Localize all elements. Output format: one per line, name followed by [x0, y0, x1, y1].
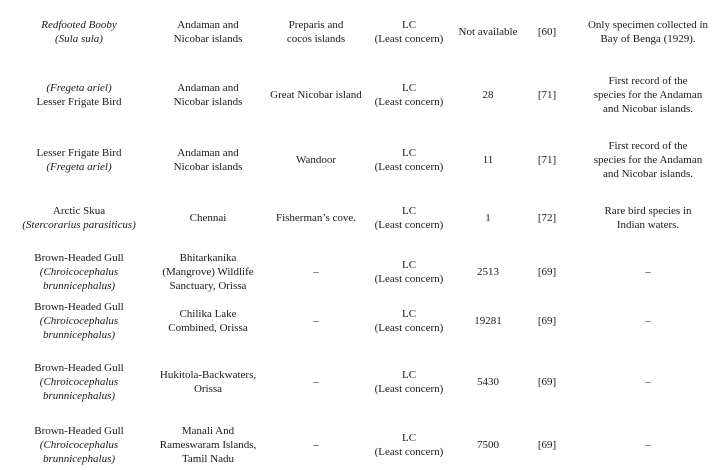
reference-line: [60]	[537, 26, 557, 38]
reference-cell	[518, 420, 576, 470]
region-cell	[152, 420, 264, 470]
reference-line: [72]	[537, 212, 557, 224]
reference-line: [71]	[537, 89, 557, 101]
reference-line: [71]	[537, 154, 557, 166]
note-line: and Nicobar islands.	[602, 168, 694, 180]
site-line: –	[313, 439, 319, 451]
site-line: cocos islands	[286, 33, 346, 45]
site-line: Fisherman’s cove.	[275, 212, 357, 224]
status-line: (Least concern)	[374, 33, 444, 45]
count-cell	[452, 60, 524, 130]
table-row	[0, 298, 720, 344]
species-cell	[8, 420, 150, 470]
count-cell	[452, 298, 524, 344]
status-cell	[366, 130, 452, 190]
species-line: (Sula sula)	[55, 33, 103, 45]
region-line: Chilika Lake	[179, 308, 237, 320]
note-line: –	[645, 376, 651, 388]
status-line: LC	[401, 259, 417, 271]
status-cell	[366, 4, 452, 60]
species-cell	[8, 246, 150, 298]
reference-line: [69]	[537, 266, 557, 278]
species-line: Brown-Headed Gull	[34, 301, 124, 313]
note-cell	[576, 190, 720, 246]
status-line: (Least concern)	[374, 273, 444, 285]
reference-line: [69]	[537, 439, 557, 451]
species-line: (Stercorarius parasiticus)	[22, 219, 136, 231]
site-line: Great Nicobar island	[270, 89, 362, 101]
region-line: Bhitarkanika	[179, 252, 237, 264]
note-cell	[576, 420, 720, 470]
site-line: –	[313, 376, 319, 388]
region-line: Nicobar islands	[173, 161, 243, 173]
region-cell	[152, 4, 264, 60]
status-cell	[366, 344, 452, 420]
count-cell	[452, 190, 524, 246]
species-line: brunnicephalus)	[42, 453, 116, 465]
species-line: (Chroicocephalus	[39, 315, 119, 327]
status-line: LC	[401, 369, 417, 381]
note-line: –	[645, 266, 651, 278]
reference-cell	[518, 60, 576, 130]
status-line: (Least concern)	[374, 446, 444, 458]
species-cell	[8, 60, 150, 130]
status-cell	[366, 246, 452, 298]
site-cell	[264, 4, 368, 60]
status-line: LC	[401, 308, 417, 320]
note-cell	[576, 298, 720, 344]
table-row	[0, 130, 720, 190]
note-cell	[576, 4, 720, 60]
species-line: Arctic Skua	[52, 205, 106, 217]
site-cell	[264, 60, 368, 130]
species-line: Redfooted Booby	[41, 19, 117, 31]
species-line: Brown-Headed Gull	[34, 362, 124, 374]
region-cell	[152, 130, 264, 190]
site-cell	[264, 344, 368, 420]
species-line: Lesser Frigate Bird	[36, 96, 122, 108]
reference-cell	[518, 298, 576, 344]
note-line: Indian waters.	[616, 219, 680, 231]
table-row	[0, 344, 720, 420]
species-cell	[8, 4, 150, 60]
region-cell	[152, 190, 264, 246]
table-row	[0, 190, 720, 246]
region-line: Combined, Orissa	[168, 322, 248, 334]
region-line: Chennai	[189, 212, 227, 224]
status-line: (Least concern)	[374, 383, 444, 395]
table-row	[0, 60, 720, 130]
site-line: –	[313, 266, 319, 278]
species-cell	[8, 298, 150, 344]
region-line: Sanctuary, Orissa	[169, 280, 247, 292]
region-line: (Mangrove) Wildlife	[162, 266, 254, 278]
table-row	[0, 4, 720, 60]
status-line: LC	[401, 19, 417, 31]
note-cell	[576, 344, 720, 420]
species-line: (Chroicocephalus	[39, 266, 119, 278]
reference-line: [69]	[537, 376, 557, 388]
note-line: First record of the	[608, 75, 688, 87]
table-row	[0, 246, 720, 298]
status-line: LC	[401, 205, 417, 217]
region-line: Nicobar islands	[173, 96, 243, 108]
count-line: 7500	[477, 439, 499, 451]
count-line: 2513	[477, 266, 499, 278]
note-line: and Nicobar islands.	[602, 103, 694, 115]
note-line: –	[645, 439, 651, 451]
species-line: Brown-Headed Gull	[34, 252, 124, 264]
status-cell	[366, 420, 452, 470]
note-line: –	[645, 315, 651, 327]
note-line: Bay of Benga (1929).	[600, 33, 696, 45]
region-line: Tamil Nadu	[181, 453, 235, 465]
count-line: Not available	[458, 26, 518, 38]
region-line: Orissa	[193, 383, 223, 395]
site-cell	[264, 190, 368, 246]
count-cell	[452, 130, 524, 190]
species-line: brunnicephalus)	[42, 390, 116, 402]
count-cell	[452, 420, 524, 470]
region-cell	[152, 60, 264, 130]
status-line: LC	[401, 82, 417, 94]
species-line: Brown-Headed Gull	[34, 425, 124, 437]
count-cell	[452, 246, 524, 298]
site-cell	[264, 298, 368, 344]
species-cell	[8, 344, 150, 420]
species-line: (Chroicocephalus	[39, 376, 119, 388]
count-line: 19281	[474, 315, 502, 327]
note-line: Rare bird species in	[604, 205, 692, 217]
site-cell	[264, 420, 368, 470]
table-row	[0, 420, 720, 470]
count-cell	[452, 344, 524, 420]
site-cell	[264, 130, 368, 190]
species-line: brunnicephalus)	[42, 280, 116, 292]
region-line: Rameswaram Islands,	[159, 439, 257, 451]
count-line: 11	[482, 154, 494, 166]
reference-cell	[518, 246, 576, 298]
reference-cell	[518, 130, 576, 190]
species-cell	[8, 130, 150, 190]
status-cell	[366, 190, 452, 246]
species-line: (Fregeta ariel)	[46, 161, 112, 173]
region-line: Andaman and	[177, 147, 239, 159]
note-cell	[576, 130, 720, 190]
region-line: Andaman and	[177, 19, 239, 31]
status-line: LC	[401, 432, 417, 444]
reference-cell	[518, 344, 576, 420]
count-cell	[452, 4, 524, 60]
status-line: (Least concern)	[374, 219, 444, 231]
reference-cell	[518, 4, 576, 60]
status-line: (Least concern)	[374, 322, 444, 334]
status-line: (Least concern)	[374, 161, 444, 173]
note-line: Only specimen collected in	[587, 19, 709, 31]
count-line: 1	[485, 212, 491, 224]
site-line: –	[313, 315, 319, 327]
region-line: Nicobar islands	[173, 33, 243, 45]
region-cell	[152, 298, 264, 344]
species-line: brunnicephalus)	[42, 329, 116, 341]
site-line: Wandoor	[295, 154, 337, 166]
status-cell	[366, 60, 452, 130]
species-line: (Fregeta ariel)	[46, 82, 112, 94]
reference-cell	[518, 190, 576, 246]
reference-line: [69]	[537, 315, 557, 327]
species-cell	[8, 190, 150, 246]
region-cell	[152, 246, 264, 298]
status-line: (Least concern)	[374, 96, 444, 108]
region-line: Andaman and	[177, 82, 239, 94]
note-line: species for the Andaman	[593, 154, 703, 166]
region-line: Manali And	[181, 425, 235, 437]
status-cell	[366, 298, 452, 344]
region-cell	[152, 344, 264, 420]
species-line: Lesser Frigate Bird	[36, 147, 122, 159]
site-line: Preparis and	[288, 19, 344, 31]
note-cell	[576, 60, 720, 130]
count-line: 28	[482, 89, 494, 101]
site-cell	[264, 246, 368, 298]
note-line: First record of the	[608, 140, 688, 152]
species-line: (Chroicocephalus	[39, 439, 119, 451]
status-line: LC	[401, 147, 417, 159]
note-line: species for the Andaman	[593, 89, 703, 101]
count-line: 5430	[477, 376, 499, 388]
note-cell	[576, 246, 720, 298]
region-line: Hukitola-Backwaters,	[159, 369, 257, 381]
